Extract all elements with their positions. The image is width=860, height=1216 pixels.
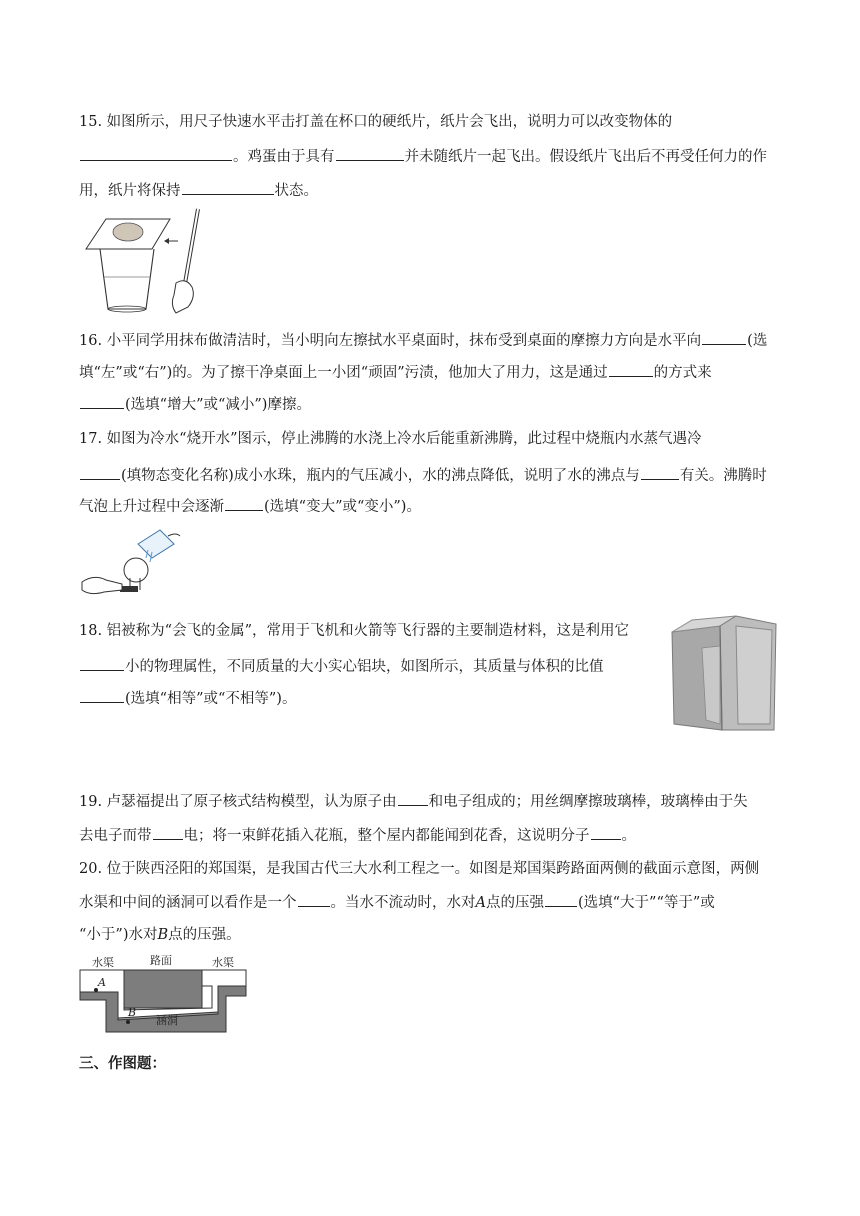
q17-line3: 气泡上升过程中会逐渐 (选填“变大”或“变小”)。: [79, 496, 421, 517]
q16-line1: 16. 小平同学用抹布做清洁时，当小明向左擦拭水平桌面时，抹布受到桌面的摩擦力方向是水平向 (选: [79, 330, 767, 351]
answer-blank[interactable]: [702, 330, 746, 345]
road-label: 路面: [150, 954, 172, 967]
answer-blank[interactable]: [591, 825, 621, 840]
answer-blank[interactable]: [80, 688, 124, 703]
q17-line1: 17. 如图为冷水“烧开水”图示，停止沸腾的水浇上冷水后能重新沸腾，此过程中烧瓶内水蒸气遇冷: [79, 431, 702, 447]
q15-line2: 。鸡蛋由于具有 并未随纸片一起飞出。假设纸片飞出后不再受任何力的作: [79, 146, 767, 167]
point-a-label: A: [475, 895, 486, 911]
answer-blank[interactable]: [80, 146, 232, 161]
q19-line1: 19. 卢瑟福提出了原子核式结构模型，认为原子由 和电子组成的；用丝绸摩擦玻璃棒，玻璃棒由于失: [79, 791, 748, 812]
fig-point-b: B: [128, 1006, 137, 1019]
answer-blank[interactable]: [80, 394, 124, 409]
answer-blank[interactable]: [182, 180, 274, 195]
answer-blank[interactable]: [398, 791, 428, 806]
boiling-flask-figure: [78, 528, 182, 598]
q18-line1: 18. 铝被称为“会飞的金属”，常用于飞机和火箭等飞行器的主要制造材料，这是利用它: [79, 623, 629, 639]
answer-blank[interactable]: [153, 825, 183, 840]
answer-blank[interactable]: [336, 146, 404, 161]
point-b-label: B: [157, 927, 169, 943]
q18-line2: 小的物理属性，不同质量的大小实心铝块，如图所示，其质量与体积的比值: [79, 656, 604, 677]
q19-line2: 去电子而带 电；将一束鲜花插入花瓶，整个屋内都能闻到花香，这说明分子 。: [79, 825, 636, 846]
q15-line1: 15. 如图所示，用尺子快速水平击打盖在杯口的硬纸片，纸片会飞出，说明力可以改变物体的: [79, 114, 673, 130]
q17-line2: (填物态变化名称)成小水珠，瓶内的气压减小，水的沸点降低，说明了水的沸点与 有关。沸腾时: [79, 465, 767, 486]
answer-blank[interactable]: [298, 892, 330, 907]
q20-line1: 20. 位于陕西泾阳的郑国渠，是我国古代三大水利工程之一。如图是郑国渠跨路面两侧的截面示意图，两侧: [79, 861, 760, 877]
aluminum-blocks-figure: [662, 612, 782, 742]
answer-blank[interactable]: [609, 362, 653, 377]
q20-line3: “小于”)水对B点的压强。: [79, 927, 241, 943]
fig-point-a: A: [98, 976, 106, 989]
answer-blank[interactable]: [225, 496, 263, 511]
answer-blank[interactable]: [80, 656, 124, 671]
left-channel-label: 水渠: [92, 956, 114, 969]
answer-blank[interactable]: [80, 465, 120, 480]
q18-line3: (选填“相等”或“不相等”)。: [79, 688, 296, 709]
cup-card-egg-figure: [84, 205, 214, 315]
culvert-label: 涵洞: [156, 1014, 178, 1027]
section-heading-drawing: 三、作图题：: [79, 1056, 166, 1072]
zhengguo-canal-cross-section-figure: [78, 952, 248, 1034]
answer-blank[interactable]: [545, 892, 577, 907]
q15-line3: 用，纸片将保持 状态。: [79, 180, 318, 201]
q16-line3: (选填“增大”或“减小”)摩擦。: [79, 394, 311, 415]
right-channel-label: 水渠: [212, 956, 234, 969]
answer-blank[interactable]: [641, 465, 679, 480]
q16-line2: 填“左”或“右”)的。为了擦干净桌面上一小团“顽固”污渍，他加大了用力，这是通过 的方式来: [79, 362, 712, 383]
q20-line2: 水渠和中间的涵洞可以看作是一个 。当水不流动时，水对A点的压强 (选填“大于”“等于”或: [79, 892, 715, 913]
